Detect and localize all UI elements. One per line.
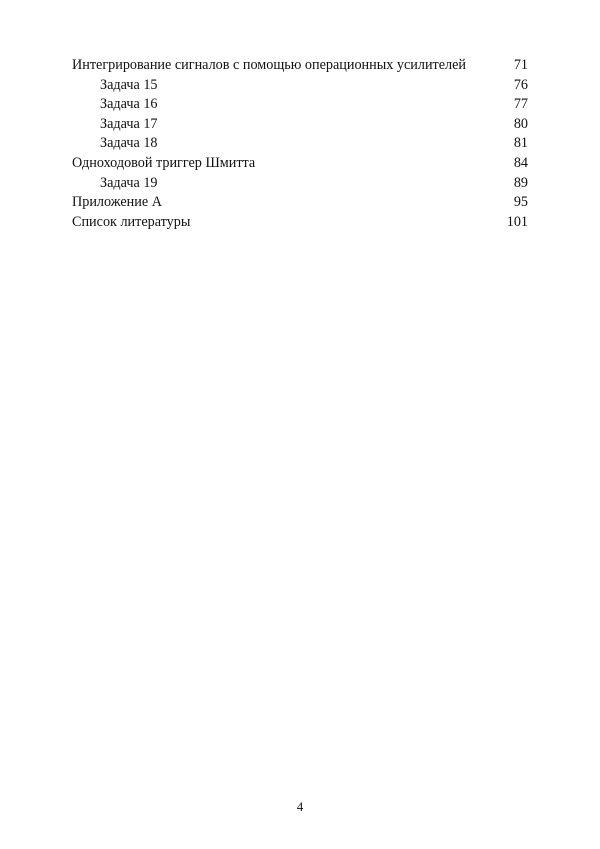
toc-entry-page: 77 (513, 96, 528, 113)
toc-entry-page: 89 (513, 174, 528, 191)
toc-entry-page: 95 (513, 194, 528, 211)
toc-entry-title: Задача 17 (100, 115, 158, 132)
toc-entry-title: Задача 18 (100, 135, 158, 152)
toc-entry-page: 84 (513, 154, 528, 171)
toc-entry-page: 76 (513, 76, 528, 93)
page-number: 4 (296, 799, 304, 814)
toc-entry (72, 193, 528, 213)
toc-entry-page: 101 (506, 213, 528, 230)
toc-entry-title: Задача 15 (100, 76, 158, 93)
toc-entry (72, 154, 528, 174)
toc-entry (72, 134, 528, 154)
toc-entry-title: Интегрирование сигналов с помощью операционных усилителей (72, 57, 467, 73)
toc-entry (72, 213, 528, 233)
toc-entry (72, 95, 528, 115)
toc-entry-title: Список литературы (72, 213, 191, 230)
toc-entry (72, 56, 528, 76)
toc-entry-title: Задача 19 (100, 174, 158, 191)
toc-entry-page: 81 (513, 135, 528, 152)
toc-entry (72, 76, 528, 96)
toc-entry-title: Приложение А (72, 194, 162, 211)
toc-entry (72, 174, 528, 194)
toc-entry-title: Задача 16 (100, 96, 158, 113)
toc-entry-page: 80 (513, 115, 528, 132)
table-of-contents (72, 56, 528, 232)
toc-entry (72, 115, 528, 135)
toc-entry-title: Одноходовой триггер Шмитта (72, 154, 256, 171)
toc-entry-page: 71 (513, 57, 528, 73)
